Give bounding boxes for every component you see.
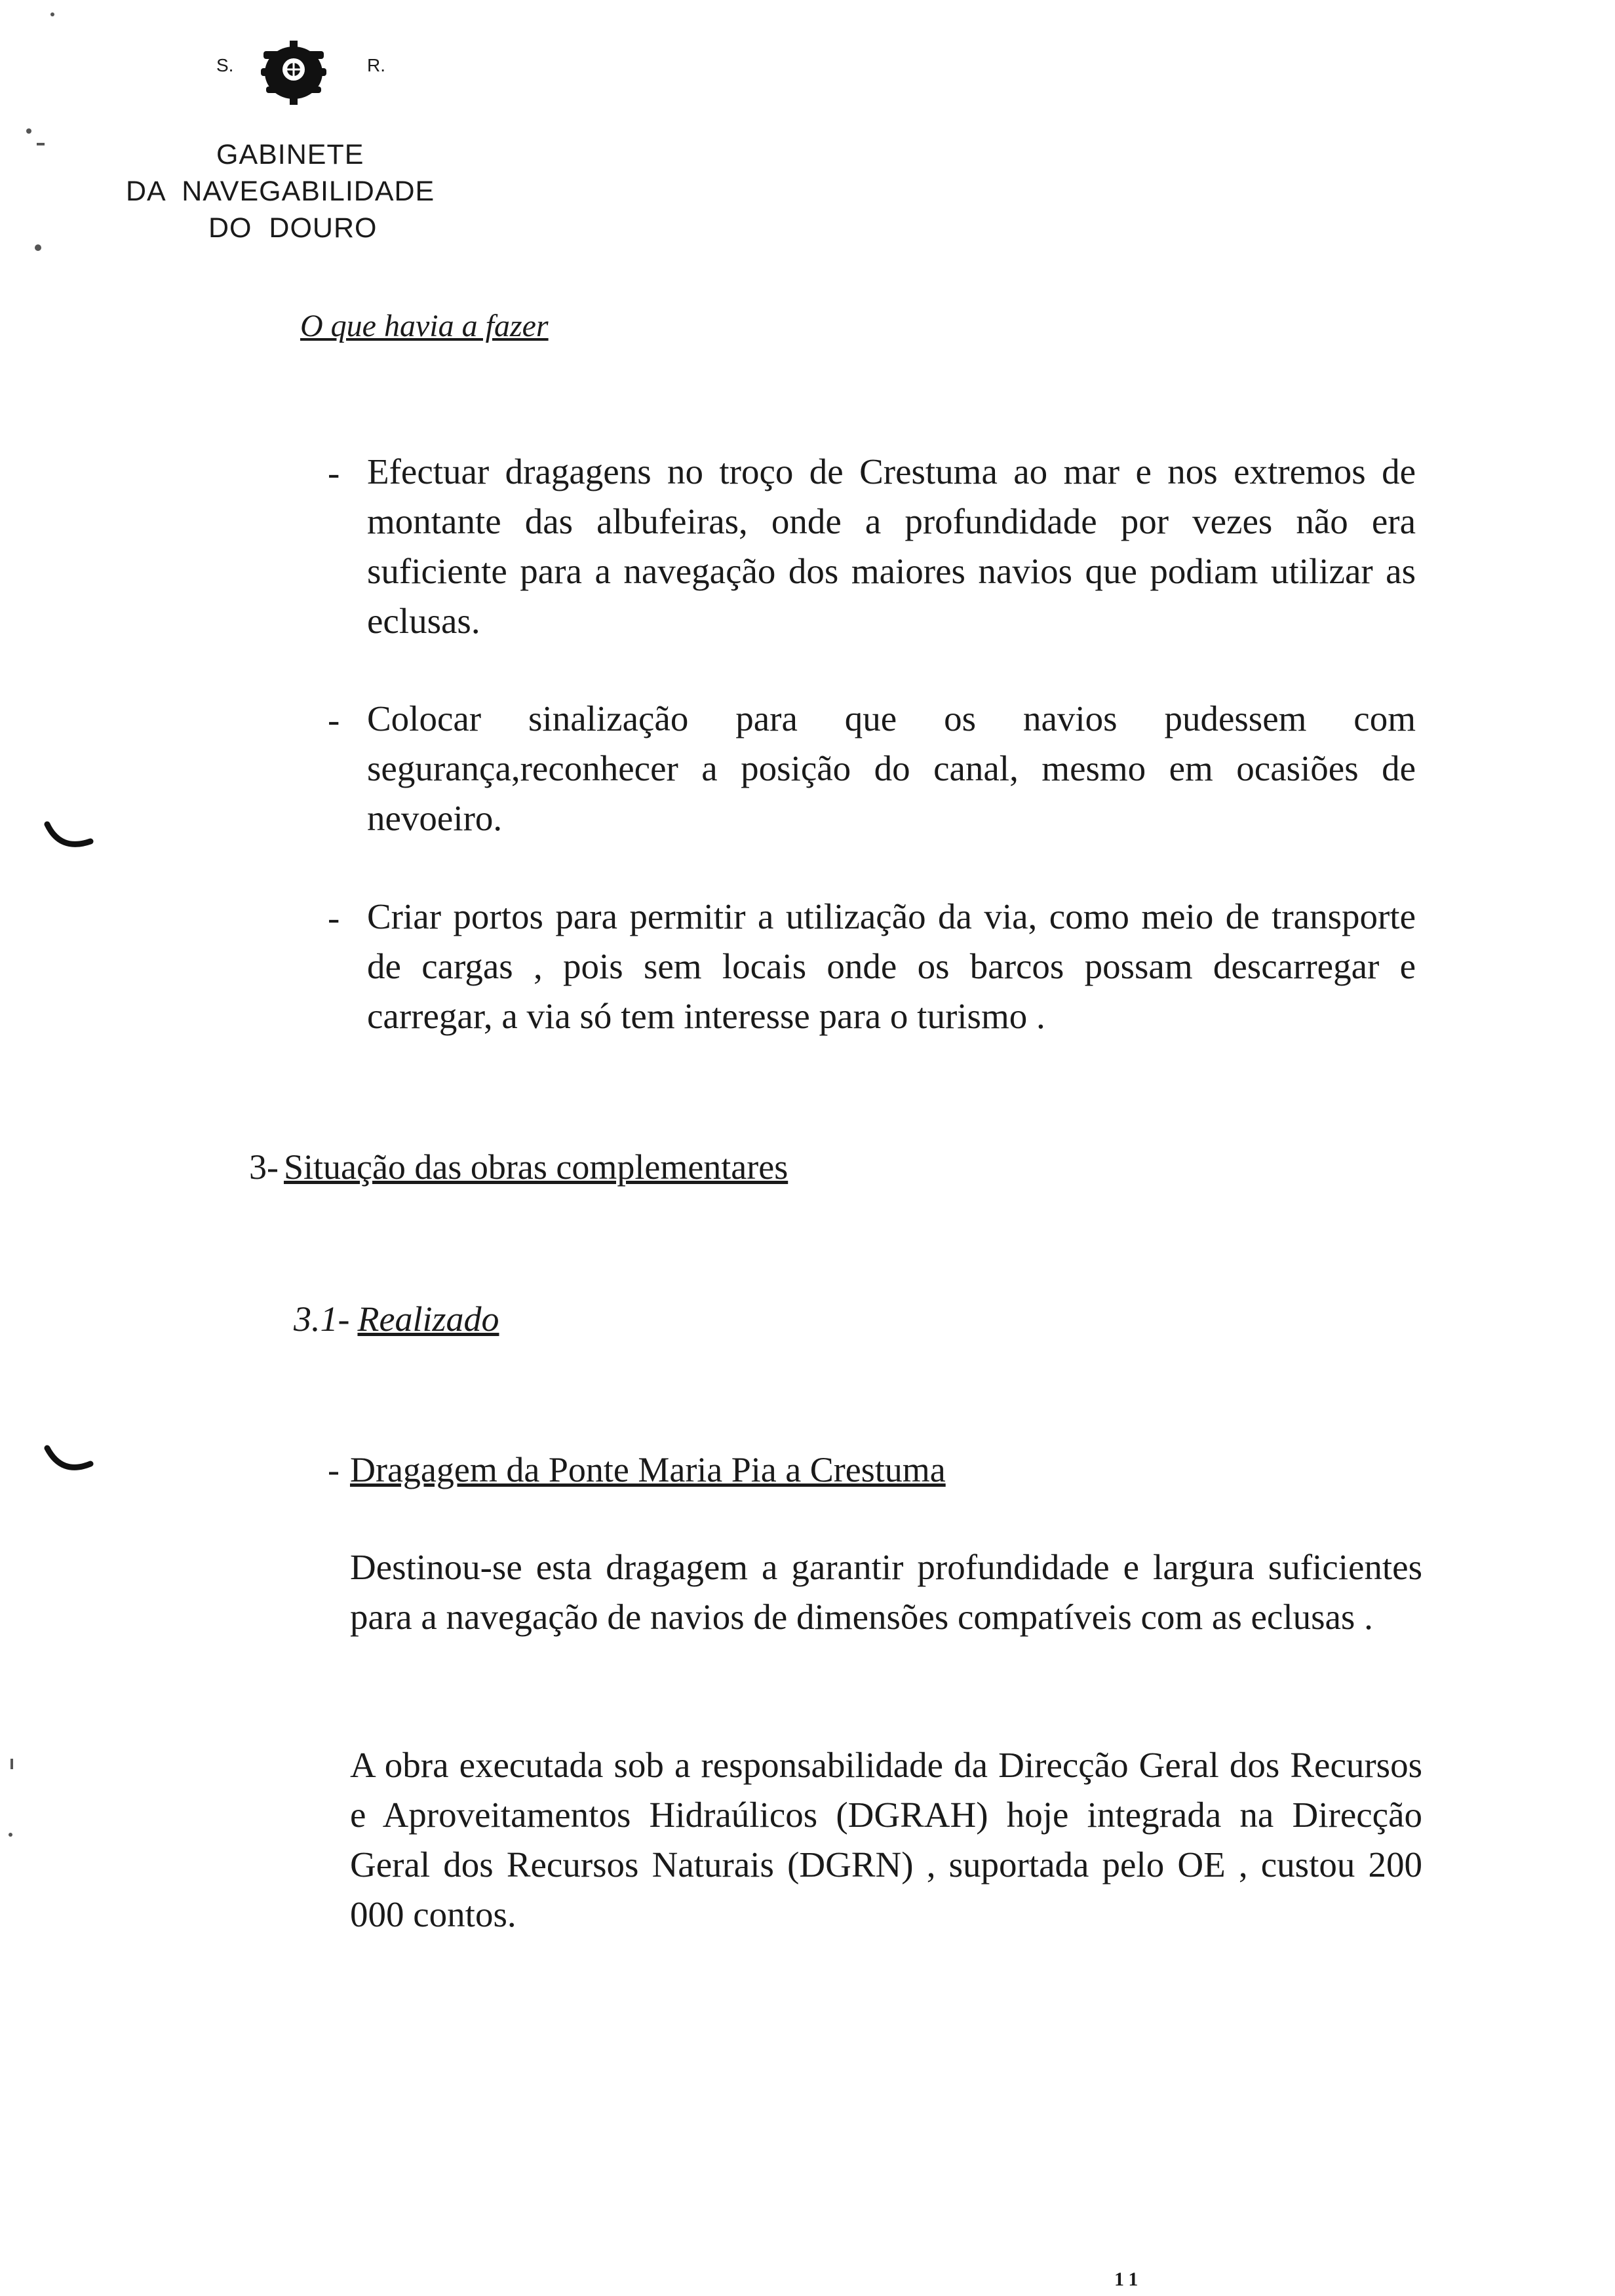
letterhead-line-navegabilidade: DA NAVEGABILIDADE [126, 176, 435, 207]
list-item-text: Efectuar dragagens no troço de Crestuma ao mar e nos extremos de montante das albufeiras, onde a profundidade por vezes não era suficiente para a navegação dos maiores navios que podiam utilizar as eclusas. [367, 451, 1416, 641]
list-item-text: Criar portos para permitir a utilização da via, como meio de transporte de cargas , pois sem locais onde os barcos possam descarregar e carregar, a via só tem interesse para o turismo . [367, 896, 1416, 1036]
section-heading-todo: O que havia a fazer [300, 309, 549, 343]
speck [9, 1833, 12, 1837]
work-item-title: Dragagem da Ponte Maria Pia a Crestuma [349, 1450, 946, 1489]
body-paragraph: A obra executada sob a responsabilidade da Direcção Geral dos Recursos e Aproveitamentos Hidraúlicos (DGRAH) hoje integrada na Direcção Geral dos Recursos Naturais (DGRN) , suportada pelo OE , custou 200 000 contos. [350, 1745, 1422, 1934]
letterhead-line-gabinete: GABINETE [216, 139, 364, 170]
subsection-title: Realizado [357, 1299, 499, 1339]
list-dash: - [328, 1450, 340, 1489]
section-3-title: Situação das obras complementares [283, 1147, 788, 1187]
speck [50, 12, 54, 16]
page-number-mark: 11 [1114, 2268, 1144, 2290]
list-dash: - [328, 898, 340, 938]
list-item-text: Colocar sinalização para que os navios pudessem com segurança,reconhecer a posição do canal, mesmo em ocasiões de nevoeiro. [367, 698, 1416, 838]
body-paragraph: Destinou-se esta dragagem a garantir profundidade e largura suficientes para a navegação de navios de dimensões compatíveis com as eclusas . [350, 1547, 1422, 1637]
letterhead-initial-s: S. [216, 55, 234, 75]
speck [37, 143, 45, 145]
subsection-number: 3.1- [294, 1299, 350, 1339]
speck [35, 244, 41, 251]
section-3-number: 3- [249, 1147, 279, 1187]
speck [10, 1759, 13, 1769]
punch-mark [47, 1448, 90, 1467]
list-dash: - [328, 700, 340, 740]
speck [26, 128, 31, 134]
punch-mark [47, 824, 90, 844]
letterhead-initial-r: R. [367, 55, 385, 75]
list-dash: - [328, 453, 340, 493]
letterhead-line-douro: DO DOURO [208, 212, 378, 244]
